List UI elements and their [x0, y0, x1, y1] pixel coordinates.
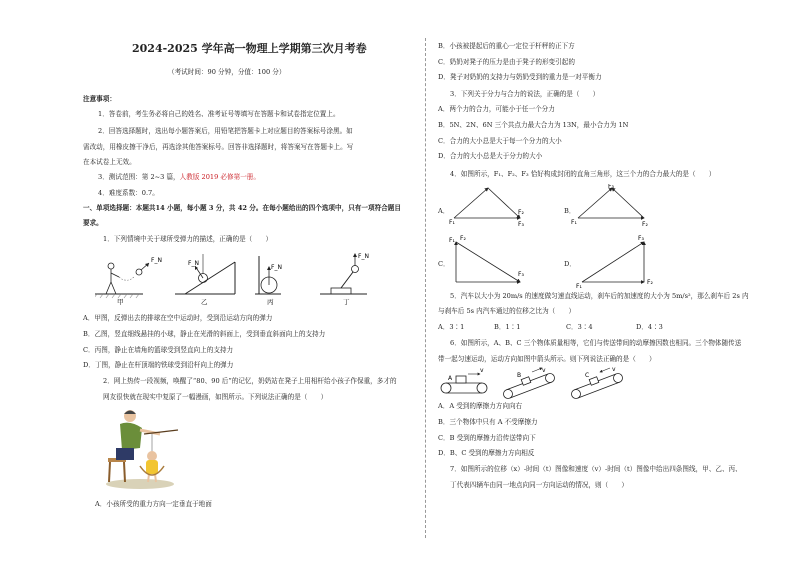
section-1-heading-cont: 要求。	[83, 219, 103, 227]
q4-c-f2: F₂	[460, 235, 466, 242]
q1-bing-label: 丙	[267, 298, 274, 306]
q1-option-d: D．丁图，静止在杆顶端的铁球受到沿杆向上的弹力	[83, 361, 234, 369]
q6-conveyors	[438, 366, 634, 400]
q5-stem-1: 5．汽车以大小为 20m/s 的速度做匀速直线运动，刹车后的加速度的大小为 5m/s²，那么刹车后 2s 内	[450, 292, 749, 300]
q1-jia-force-label: F_N	[151, 257, 162, 264]
q4-d-f3: F₃	[638, 235, 644, 242]
q5-option-d: D．4∶3	[636, 323, 663, 331]
note-2a: 2．回答选择题时，选出每小题答案后，用铅笔把答题卡上对应题目的答案标号涂黑。如	[98, 127, 353, 135]
q1-figure-jia	[95, 257, 162, 306]
q1-jia-label: 甲	[117, 298, 124, 306]
q5-option-a: A．3∶1	[438, 323, 465, 331]
q2-option-b: B．小孩被提起后的重心一定位于杆秤的正下方	[438, 42, 575, 50]
q5-option-c: C．3∶4	[566, 323, 593, 331]
q6-option-b: B．三个物体中只有 A 不受摩擦力	[438, 418, 538, 426]
q3-option-a: A．两个力的合力，可能小于任一个分力	[438, 105, 555, 113]
q6-stem-2: 带一起匀速运动，运动方向如图中箭头所示。则下列说法正确的是（ ）	[438, 355, 656, 363]
q1-yi-force-label: F_N	[188, 260, 199, 267]
q4-b-f3: F₃	[608, 184, 614, 190]
q6-stem-1: 6．如图所示，A、B、C 三个物体质量相等，它们与传送带间的动摩擦因数也相同。三个物体随传送	[450, 339, 742, 347]
q4-stem: 4．如图所示，F₁、F₂、F₃ 恰好构成封闭的直角三角形，这三个力的合力最大的是（ ）	[450, 170, 716, 178]
q4-option-c: C．	[438, 260, 450, 268]
q6-belt-c	[572, 366, 623, 399]
q2-option-a: A．小孩所受的重力方向一定垂直于地面	[95, 500, 212, 508]
q5-stem-2: 与刹车后 5s 内汽车通过的位移之比为（ ）	[438, 307, 576, 315]
q4-c-f3: F₃	[518, 271, 524, 278]
q3-stem: 3．下列关于分力与合力的说法，正确的是（ ）	[450, 90, 600, 98]
q2-option-d: D．凳子对奶奶的支持力与奶奶受到的重力是一对平衡力	[438, 73, 602, 81]
q2-stem-2: 网友很快就在现实中复原了一幅漫画，如图所示。下列说法正确的是（ ）	[103, 393, 328, 401]
q4-triangle-a	[449, 188, 524, 228]
q4-option-b: B．	[564, 207, 576, 215]
note-2c: 在本试卷上无效。	[83, 158, 136, 166]
q6-label-a: A	[448, 375, 453, 382]
q1-option-c: C．丙图，静止在墙角的篮球受到竖直向上的支持力	[83, 346, 234, 354]
q3-option-c: C．合力的大小总是大于每一个分力的大小	[438, 137, 562, 145]
q1-ding-label: 丁	[343, 298, 350, 306]
q1-bing-force-label: F_N	[271, 264, 282, 271]
q4-triangle-c	[449, 235, 524, 282]
q6-belt-a	[441, 367, 487, 393]
q4-triangle-d	[576, 235, 653, 288]
q4-triangles	[448, 184, 698, 288]
q7-stem-1: 7．如图所示的位移（x）-时间（t）图像和速度（v）-时间（t）图像中给出四条图线，甲、乙、丙、	[450, 465, 742, 473]
notes-heading: 注意事项：	[83, 95, 116, 103]
q4-option-a: A．	[438, 207, 450, 215]
q4-option-d: D．	[564, 260, 576, 268]
q6-option-a: A．A 受到的摩擦力方向向右	[438, 402, 523, 410]
q4-b-f2: F₂	[642, 221, 648, 228]
q7-stem-2: 丁代表四辆车由同一地点向同一方向运动的情况，则（ ）	[450, 481, 629, 489]
q4-d-f1: F₁	[576, 283, 582, 288]
q6-label-v2: v	[542, 367, 546, 374]
note-3	[98, 173, 260, 181]
q4-triangle-b	[571, 184, 648, 228]
q1-option-b: B．乙图，竖直细线悬挂的小球，静止在光滑的斜面上，受到垂直斜面向上的支持力	[83, 330, 326, 338]
page-title: 2024-2025 学年高一物理上学期第三次月考卷	[132, 42, 367, 55]
q1-figures	[95, 252, 375, 306]
note-2b: 需改动，用橡皮擦干净后，再选涂其他答案标号。回答非选择题时，将答案写在答题卡上。写	[83, 143, 354, 151]
q1-stem: 1．下列情境中关于球所受弹力的描述，正确的是（ ）	[103, 235, 273, 243]
q3-option-b: B．5N、2N、6N 三个共点力最大合力为 13N，最小合力为 1N	[438, 121, 629, 129]
q6-label-c: C	[585, 372, 590, 379]
q5-option-b: B．1∶1	[494, 323, 521, 331]
note-3-scope: 人教版 2019 必修第一册。	[179, 173, 260, 181]
q4-b-f1: F₁	[571, 219, 577, 226]
q6-label-v3: v	[612, 366, 616, 373]
exam-info: （考试时间：90 分钟，分值：100 分）	[168, 68, 286, 76]
note-3-prefix: 3．测试范围：第 2~3 篇，	[98, 173, 180, 181]
q2-illustration	[100, 404, 180, 490]
q4-d-f2: F₂	[647, 279, 653, 286]
q1-figure-bing	[255, 256, 282, 306]
q4-c-f1: F₁	[449, 237, 455, 244]
q6-option-c: C．B 受到的摩擦力沿传送带向下	[438, 434, 536, 442]
q1-option-a: A．甲图，反弹出去的排球在空中运动时，受到沿运动方向的弹力	[83, 314, 273, 322]
note-1: 1．答卷前，考生务必将自己的姓名、准考证号等填写在答题卡和试卷指定位置上。	[98, 110, 340, 118]
q4-a-f2: F₂	[518, 209, 524, 216]
q1-ding-force-label: F_N	[358, 253, 369, 260]
q4-a-f1: F₁	[449, 219, 455, 226]
q1-yi-label: 乙	[201, 298, 208, 306]
q3-option-d: D．合力的大小总是大于分力的大小	[438, 152, 543, 160]
q2-option-c: C．奶奶对凳子的压力是由于凳子的形变引起的	[438, 58, 575, 66]
column-divider	[425, 38, 426, 538]
q4-a-f3: F₃	[518, 221, 524, 228]
q6-option-d: D．B、C 受到的摩擦力方向相反	[438, 449, 535, 457]
q2-stem-1: 2．网上热传一段视频，唤醒了“80、90 后”的记忆，奶奶站在凳子上用相杆给小孩子作保重，多才的	[103, 377, 397, 385]
q1-figure-yi	[175, 254, 235, 306]
section-1-heading: 一、单项选择题：本题共14 小题，每小题 3 分，共 42 分。在每小题给出的四个选项中，只有一项符合题目	[83, 204, 401, 212]
q6-belt-b	[504, 367, 555, 399]
q6-label-b: B	[517, 372, 522, 379]
note-4: 4．难度系数：0.7。	[98, 189, 159, 197]
q6-label-v1: v	[480, 367, 484, 374]
q1-figure-ding	[320, 253, 369, 306]
